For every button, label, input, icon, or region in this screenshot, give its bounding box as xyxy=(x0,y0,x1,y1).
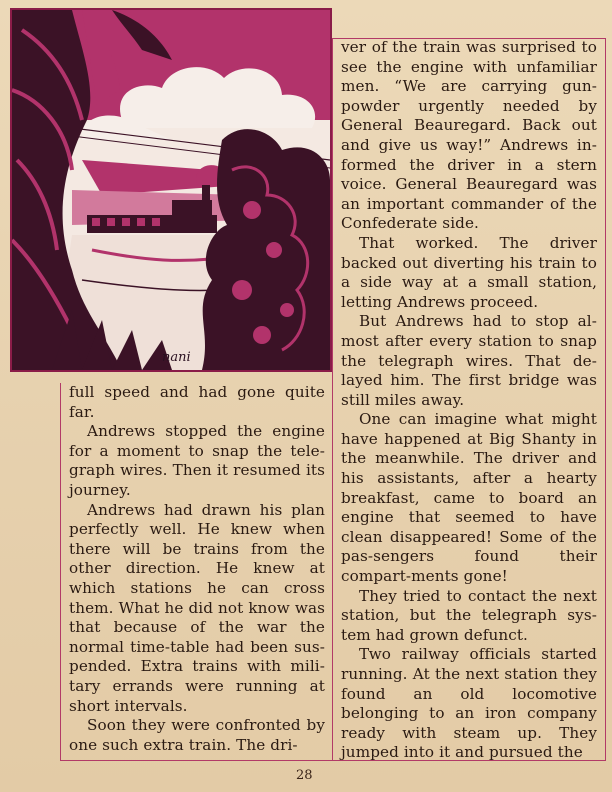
paragraph: Andrews had drawn his plan perfectly well. He knew when there will be trains from the other direction. He knew at which stations he can cross them. What he did not know was that because of the war the normal time-table had been sus-pended. Extra trains with mili-tary errands were running at short intervals. xyxy=(69,500,325,715)
right-text-column xyxy=(332,38,606,760)
paragraph: Soon they were confronted by one such extra train. The dri- xyxy=(69,716,325,754)
column-frame-bottom xyxy=(60,760,606,761)
paragraph: One can imagine what might have happened at Big Shanty in the meanwhile. The driver and his assistants, after a hearty breakfast, came to board an engine that seemed to have clean disappeared! Some of the pas-sengers found their compart-ments gone! xyxy=(341,410,597,586)
artist-signature: nani xyxy=(162,350,191,365)
paragraph: They tried to contact the next station, but the telegraph sys-tem had grown defunct. xyxy=(341,586,597,644)
paragraph: Andrews stopped the engine for a moment to snap the tele-graph wires. Then it resumed its journey. xyxy=(69,422,325,499)
train-illustration xyxy=(10,8,332,372)
paragraph: Two railway officials started running. At the next station they found an old locomotive belonging to an iron company ready with steam up. They jumped into it and pursued the xyxy=(341,645,597,762)
paragraph: full speed and had gone quite far. xyxy=(69,383,325,421)
paragraph: But Andrews had to stop al-most after every station to snap the telegraph wires. That de-layed him. The first bridge was still miles away. xyxy=(341,312,597,409)
jungle-train-image xyxy=(12,10,330,370)
page-number: 28 xyxy=(296,768,313,783)
left-text-column xyxy=(60,383,325,760)
paragraph: ver of the train was surprised to see the engine with unfamiliar men. “We are carrying gun-powder urgently needed by General Beauregard. Back out and give us way!” Andrews in-formed the driver in a stern voice. General Beauregard was an important commander of the Confederate side. xyxy=(341,38,597,233)
paragraph: That worked. The driver backed out diverting his train to a side way at a small station, letting Andrews proceed. xyxy=(341,233,597,311)
